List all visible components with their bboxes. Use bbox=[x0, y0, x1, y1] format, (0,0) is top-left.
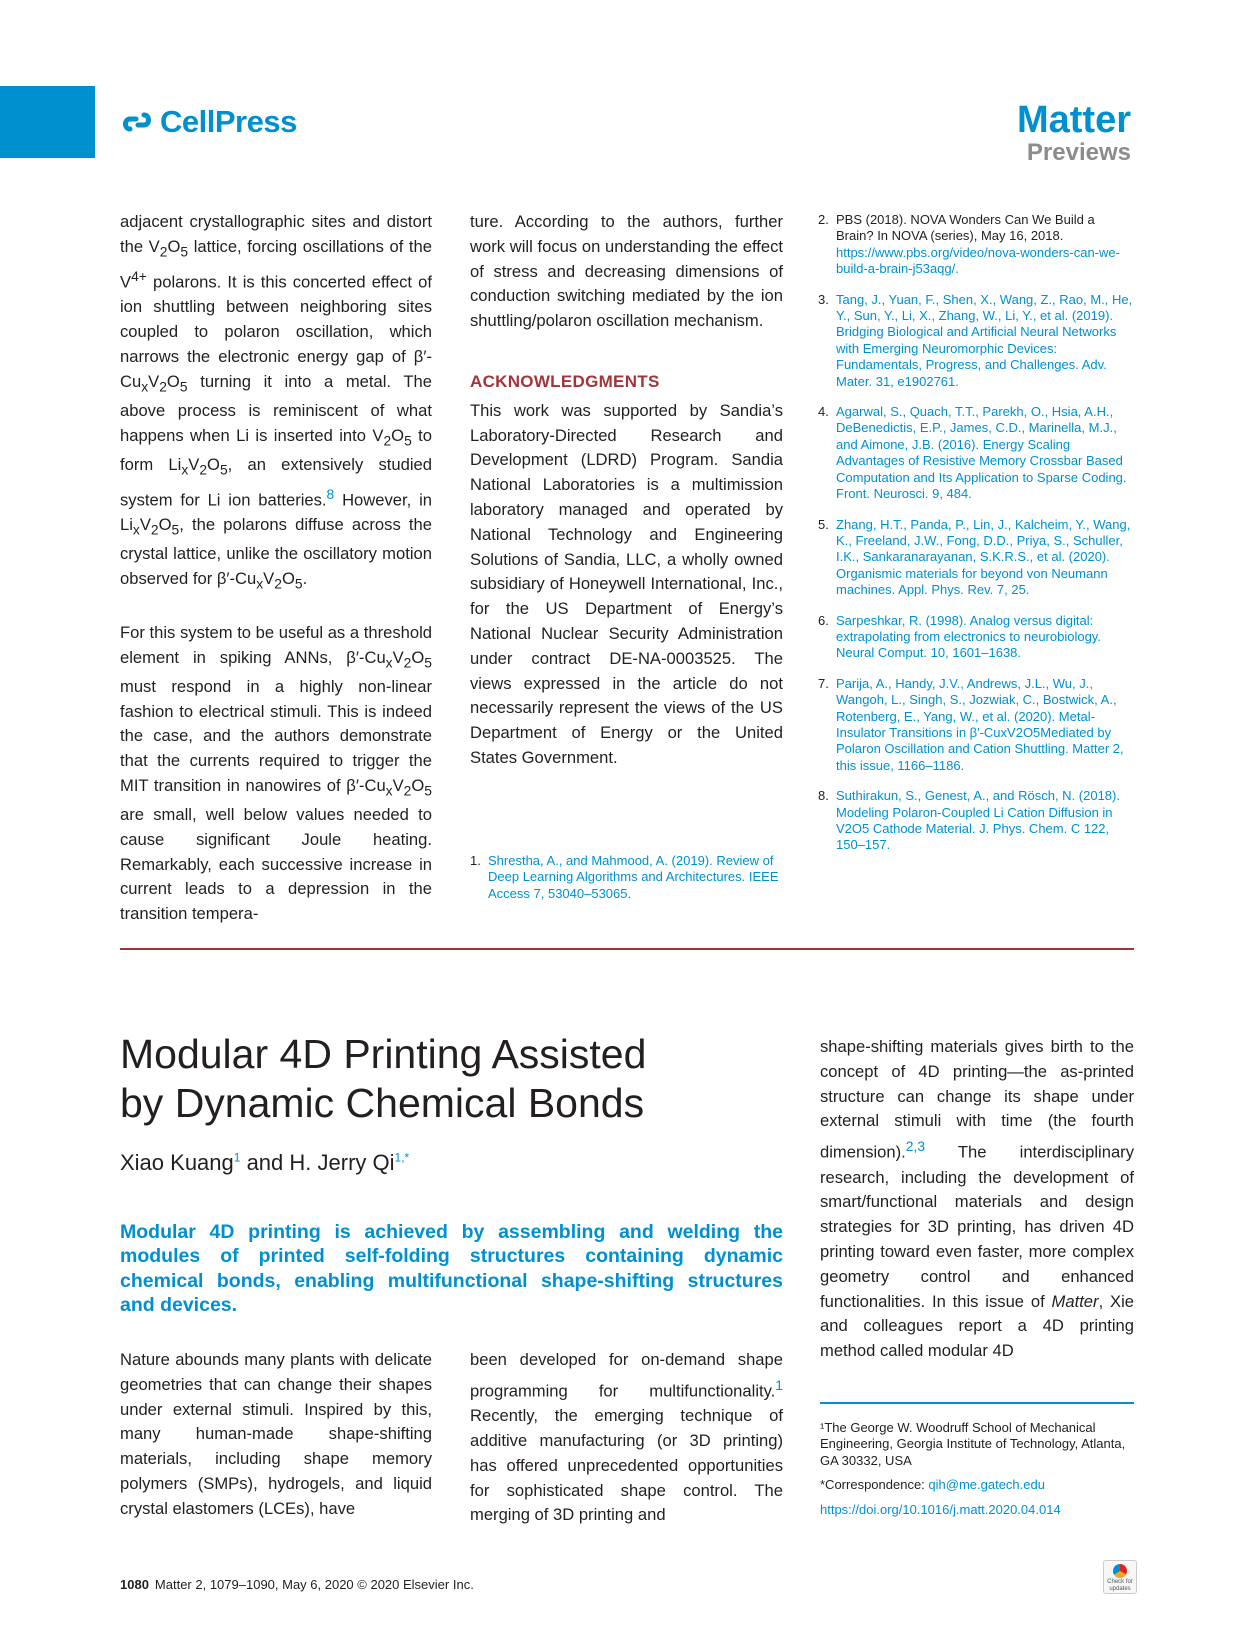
footer-citation: Matter 2, 1079–1090, May 6, 2020 © 2020 Elsevier Inc. bbox=[154, 1577, 474, 1592]
subscript: 2 bbox=[159, 377, 167, 394]
brand-color-block bbox=[0, 86, 95, 158]
citation-marker[interactable]: 1 bbox=[775, 1376, 783, 1393]
reference-item[interactable] bbox=[818, 613, 1134, 662]
reference-item[interactable] bbox=[470, 853, 788, 902]
affiliation-block bbox=[820, 1420, 1134, 1526]
reference-link[interactable]: Tang, J., Yuan, F., Shen, X., Wang, Z., Rao, M., He, Y., Sun, Y., Li, X., Zhang, W., Li, Y., et al. (2019). Bridging Biological and Artificial Neural Networks with Emerging Neuromorphic Devices: Fundamentals, Progress, and Challenges. Adv. Mater. 31, e1902761. bbox=[836, 291, 1133, 389]
citation-marker[interactable]: 2,3 bbox=[905, 1138, 926, 1155]
subscript: 5 bbox=[171, 521, 180, 538]
reference-number: 4. bbox=[818, 404, 829, 420]
superscript: 4+ bbox=[131, 267, 147, 284]
article-title: Modular 4D Printing Assisted by Dynamic Chemical Bonds bbox=[120, 1031, 647, 1126]
column-2-paragraph: ture. According to the authors, further work will focus on understanding the effect of stress and decreasing dimensions of conduction switching mediated by the ion shuttling/polaron oscillation mechanism. bbox=[470, 212, 783, 331]
author-conjunction: and bbox=[240, 1150, 290, 1175]
journal-header bbox=[1017, 100, 1131, 166]
subscript: 2 bbox=[150, 521, 159, 538]
body-text: The interdisciplinary research, including the development of smart/functional materials and design strategies for 3D printing, has driven 4D printing toward even faster, more complex geometry control and enhanced functionalities. In this issue of bbox=[820, 1142, 1134, 1311]
body-paragraph bbox=[470, 1348, 783, 1528]
body-column-1 bbox=[120, 1348, 432, 1522]
subscript: 2 bbox=[274, 575, 282, 592]
reference-item[interactable] bbox=[818, 676, 1134, 774]
reference-list-col2 bbox=[470, 853, 788, 916]
reference-item[interactable] bbox=[818, 788, 1134, 854]
reference-item[interactable] bbox=[818, 404, 1134, 502]
reference-link[interactable]: Shrestha, A., and Mahmood, A. (2019). Review of Deep Learning Algorithms and Architectures. IEEE Access 7, 53040–53065. bbox=[488, 853, 779, 901]
subscript: 5 bbox=[404, 431, 412, 448]
subscript: 5 bbox=[424, 654, 432, 670]
reference-number: 2. bbox=[818, 212, 829, 227]
correspondence-label: *Correspondence: bbox=[820, 1477, 929, 1493]
affiliation-divider bbox=[820, 1402, 1134, 1404]
reference-item[interactable] bbox=[818, 212, 1134, 278]
reference-link[interactable]: Suthirakun, S., Genest, A., and Rösch, N. (2018). Modeling Polaron-Coupled Li Cation Diffusion in V2O5 Cathode Material. J. Phys. Chem. C 122, 150–157. bbox=[836, 788, 1120, 853]
author-name[interactable]: Xiao Kuang bbox=[120, 1150, 234, 1175]
subscript: 2 bbox=[159, 243, 168, 260]
subscript: x bbox=[132, 521, 140, 538]
subscript: 5 bbox=[179, 377, 188, 394]
publisher-name: CellPress bbox=[160, 104, 297, 139]
subscript: 5 bbox=[424, 782, 432, 799]
cellpress-logo-icon bbox=[120, 105, 154, 139]
subscript: 2 bbox=[403, 782, 412, 799]
body-paragraph: Nature abounds many plants with delicate geometries that can change their shapes under external stimuli. Inspired by this, many human-made shape-shifting materials, including shape memory polymers (SMPs), hydrogels, and liquid crystal elastomers (LCEs), have bbox=[120, 1350, 432, 1518]
reference-link[interactable]: https://www.pbs.org/video/nova-wonders-can-we-build-a-brain-j53aqg/. bbox=[836, 244, 1120, 277]
subscript: x bbox=[385, 654, 393, 670]
cellpress-logo[interactable] bbox=[120, 104, 297, 140]
doi-link[interactable]: https://doi.org/10.1016/j.matt.2020.04.014 bbox=[820, 1501, 1061, 1517]
column-1-paragraph-1: adjacent crystallographic sites and distort the $V_2O_5$ lattice, forcing oscillations of the $V^{4+}$ polarons. It is this concerted effect of ion shuttling between neighboring sites coupled to polaron oscillation, which narrows the electronic energy gap of $\beta'-Cu_xV_2O_5$ turning it into a metal. The above process is reminiscent of what happens when Li is inserted into $V_2O_5$ to form $Li_xV_2O_5$, an extensively studied system for Li ion batteries.$^8$ However, in $Li_xV_2O_5$, the polarons diffuse across the crystal lattice, unlike the oscillatory motion observed for $\beta'-Cu_xV_2O_5$. bbox=[120, 212, 433, 592]
column-2 bbox=[470, 210, 783, 771]
body-column-2 bbox=[470, 1348, 783, 1528]
author-name[interactable]: H. Jerry Qi bbox=[289, 1150, 395, 1175]
reference-number: 1. bbox=[470, 853, 481, 868]
reference-number: 5. bbox=[818, 516, 829, 532]
subscript: x bbox=[141, 377, 149, 394]
subscript: x bbox=[256, 575, 264, 592]
body-text: , Xie and colleagues report a 4D printing method called modular 4D bbox=[820, 1291, 1134, 1361]
acknowledgments-text: This work was supported by Sandia’s Laboratory-Directed Research and Development (LDRD) Program. Sandia National Laboratories is a multimission laboratory managed and operated by National Technology and Engineering Solutions of Sandia, LLC, a wholly owned subsidiary of Honeywell International, Inc., for the US Department of Energy’s National Nuclear Security Administration under contract DE-NA-0003525. The views expressed in the article do not necessarily represent the views of the US Department of Energy or the United States Government. bbox=[470, 400, 783, 767]
subscript: 2 bbox=[403, 654, 412, 670]
reference-link[interactable]: Agarwal, S., Quach, T.T., Parekh, O., Hsia, A.H., DeBenedictis, E.P., James, C.D., Marinella, M.J., and Aimone, J.B. (2016). Energy Scaling Advantages of Resistive Memory Crossbar Based Computation and Its Application to Sparse Coding. Front. Neurosci. 9, 484. bbox=[836, 404, 1127, 502]
subscript: 5 bbox=[294, 575, 303, 592]
check-updates-icon bbox=[1113, 1564, 1127, 1578]
page-number: 1080 bbox=[120, 1577, 149, 1592]
check-updates-label: Check for updates bbox=[1107, 1579, 1133, 1592]
check-for-updates-button[interactable] bbox=[1103, 1560, 1137, 1594]
reference-link[interactable]: Parija, A., Handy, J.V., Andrews, J.L., Wu, J., Wangoh, L., Singh, S., Jozwiak, C., Bostwick, A., Rotenberg, E., Yang, W., et al. (2020). Metal-Insulator Transitions in β′-CuxV2O5Mediated by Polaron Oscillation and Cation Shuttling. Matter 2, this issue, 1166–1186. bbox=[836, 675, 1124, 773]
affiliation-text: ¹The George W. Woodruff School of Mechanical Engineering, Georgia Institute of Technology, Atlanta, GA 30332, USA bbox=[820, 1420, 1126, 1468]
subscript: x bbox=[181, 460, 189, 477]
author-line bbox=[120, 1150, 409, 1176]
author-affiliation-marker: 1,* bbox=[394, 1150, 410, 1165]
body-text: shape-shifting materials gives birth to the concept of 4D printing—the as-printed structure can change its shape under external stimuli with time (the fourth dimension). bbox=[820, 1037, 1134, 1162]
article-divider bbox=[120, 948, 1134, 950]
subscript: x bbox=[385, 782, 393, 799]
reference-list-col3 bbox=[818, 212, 1134, 868]
page-footer bbox=[120, 1577, 474, 1592]
subscript: 5 bbox=[180, 243, 189, 260]
reference-item[interactable] bbox=[818, 517, 1134, 599]
reference-number: 8. bbox=[818, 788, 829, 804]
reference-number: 3. bbox=[818, 291, 829, 307]
correspondence-email-link[interactable]: qih@me.gatech.edu bbox=[928, 1477, 1045, 1493]
subscript: 2 bbox=[199, 460, 208, 477]
section-name: Previews bbox=[1026, 139, 1131, 166]
subscript: 5 bbox=[219, 460, 228, 477]
citation-marker[interactable]: 8 bbox=[326, 485, 335, 502]
reference-number: 6. bbox=[818, 612, 829, 628]
acknowledgments-heading: ACKNOWLEDGMENTS bbox=[470, 371, 660, 391]
body-text: Recently, the emerging technique of additive manufacturing (or 3D printing) has offered unprecedented opportunities for sophisticated shape control. The merging of 3D printing and bbox=[470, 1406, 783, 1525]
subscript: 2 bbox=[383, 431, 392, 448]
journal-italic: Matter bbox=[1051, 1291, 1099, 1311]
reference-link[interactable]: Sarpeshkar, R. (1998). Analog versus digital: extrapolating from electronics to neurobiology. Neural Comput. 10, 1601–1638. bbox=[836, 612, 1101, 661]
reference-number: 7. bbox=[818, 675, 829, 691]
column-1 bbox=[120, 210, 432, 927]
body-text: been developed for on-demand shape programming for multifunctionality. bbox=[470, 1350, 783, 1401]
author-affiliation-marker: 1 bbox=[233, 1150, 241, 1165]
journal-name: Matter bbox=[1016, 99, 1131, 141]
body-column-3 bbox=[820, 1035, 1134, 1364]
correspondence bbox=[820, 1477, 1134, 1493]
reference-text: PBS (2018). NOVA Wonders Can We Build a Brain? In NOVA (series), May 16, 2018. bbox=[836, 212, 1095, 244]
reference-item[interactable] bbox=[818, 292, 1134, 390]
body-paragraph bbox=[820, 1035, 1134, 1364]
article-teaser: Modular 4D printing is achieved by assembling and welding the modules of printed self-folding structures containing dynamic chemical bonds, enabling multifunctional shape-shifting structures and devices. bbox=[120, 1221, 783, 1317]
reference-link[interactable]: Zhang, H.T., Panda, P., Lin, J., Kalcheim, Y., Wang, K., Freeland, J.W., Fong, D.D., Priya, S., Schuller, I.K., Sankaranarayanan, S.K.R.S., et al. (2020). Organismic materials for beyond von Neumann machines. Appl. Phys. Rev. 7, 25. bbox=[836, 516, 1131, 598]
column-1-paragraph-2: For this system to be useful as a threshold element in spiking ANNs, $\beta'-Cu_xV_2O_5$ must respond in a highly non-linear fashion to electrical stimuli. This is indeed the case, and the authors demonstrate that the currents required to trigger the MIT transition in nanowires of $\beta'-Cu_xV_2O_5$ are small, well below values needed to cause significant Joule heating. Remarkably, each successive increase in current leads to a depression in the transition tempera- bbox=[120, 622, 432, 924]
